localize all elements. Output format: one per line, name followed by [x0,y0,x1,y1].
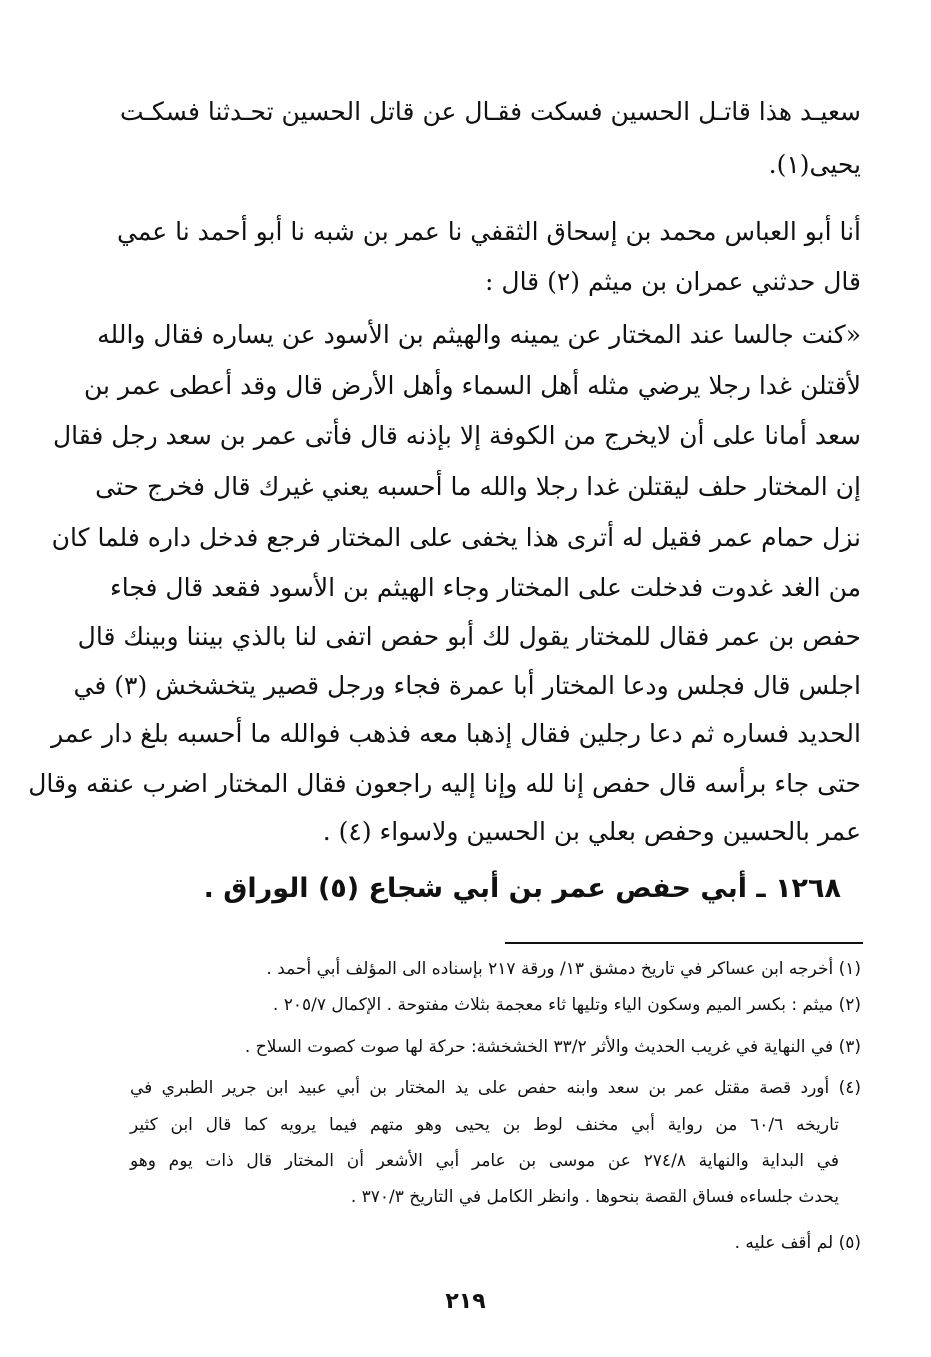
body-line: اجلس قال فجلس ودعا المختار أبا عمرة فجاء ورجل قصير يتخشخش (٣) في [73,671,861,700]
footnote: (٣) في النهاية في غريب الحديث والأثر ٣٣/٢ الخشخشة: حركة لها صوت كصوت السلاح . [244,1037,861,1057]
footnote-divider [505,942,863,944]
body-line: حتى جاء برأسه قال حفص إنا لله وإنا إليه راجعون فقال المختار اضرب عنقه وقال [28,769,861,798]
footnote-continuation: تاريخه ٦٠/٦ من رواية أبي مخنف لوط بن يحيى وهو متهم فيما يرويه كما قال ابن كثير [130,1115,839,1135]
footnote: (١) أخرجه ابن عساكر في تاريخ دمشق ١٣/ ورقة ٢١٧ بإسناده الى المؤلف أبي أحمد . [266,959,861,979]
body-line: سعيـد هذا قاتـل الحسين فسكت فقـال عن قاتل الحسين تحـدثنا فسكـت [120,97,861,126]
body-line: «كنت جالسا عند المختار عن يمينه والهيثم بن الأسود عن يساره فقال والله [97,320,861,349]
body-line: عمر بالحسين وحفص بعلي بن الحسين ولاسواء (٤) . [322,817,861,846]
body-line: قال حدثني عمران بن ميثم (٢) قال : [485,267,861,296]
body-line: نزل حمام عمر فقيل له أترى هذا يخفى على المختار فرجع فدخل داره فلما كان [51,523,861,552]
footnote: (٢) ميثم : بكسر الميم وسكون الياء وتليها ثاء معجمة بثلاث مفتوحة . الإكمال ٢٠٥/٧ . [272,995,861,1015]
body-line: إن المختار حلف ليقتلن غدا رجلا والله ما أحسبه يعني غيرك قال فخرج حتى [95,472,861,501]
body-line: لأقتلن غدا رجلا يرضي مثله أهل السماء وأهل الأرض قال وقد أعطى عمر بن [83,371,861,400]
body-line: يحيى(١). [768,150,861,179]
body-line: سعد أمانا على أن لايخرج من الكوفة إلا بإذنه قال فأتى عمر بن سعد رجل فقال [52,421,861,450]
body-line: الحديد فساره ثم دعا رجلين فقال إذهبا معه فذهب فوالله ما أحسبه بلغ دار عمر [51,719,861,748]
footnote-continuation: في البداية والنهاية ٢٧٤/٨ عن موسى بن عامر أبي الأشعر أن المختار قال ذات يوم وهو [130,1151,839,1171]
footnote: (٥) لم أقف عليه . [734,1233,861,1253]
entry-heading: ١٢٦٨ ـ أبي حفص عمر بن أبي شجاع (٥) الوراق . [203,873,841,904]
body-line: من الغد غدوت فدخلت على المختار وجاء الهيثم بن الأسود فقعد قال فجاء [110,573,861,602]
body-line: حفص بن عمر فقال للمختار يقول لك أبو حفص اتفى لنا بالذي بيننا وبينك قال [77,622,861,651]
footnote: (٤) أورد قصة مقتل عمر بن سعد وابنه حفص على يد المختار بن أبي عبيد ابن جرير الطبري في [130,1078,861,1098]
body-line: أنا أبو العباس محمد بن إسحاق الثقفي نا عمر بن شبه نا أبو أحمد نا عمي [117,217,861,246]
page-number: ٢١٩ [445,1289,486,1314]
footnote-continuation: يحدث جلساءه فساق القصة بنحوها . وانظر الكامل في التاريخ ٣٧٠/٣ . [350,1187,839,1207]
